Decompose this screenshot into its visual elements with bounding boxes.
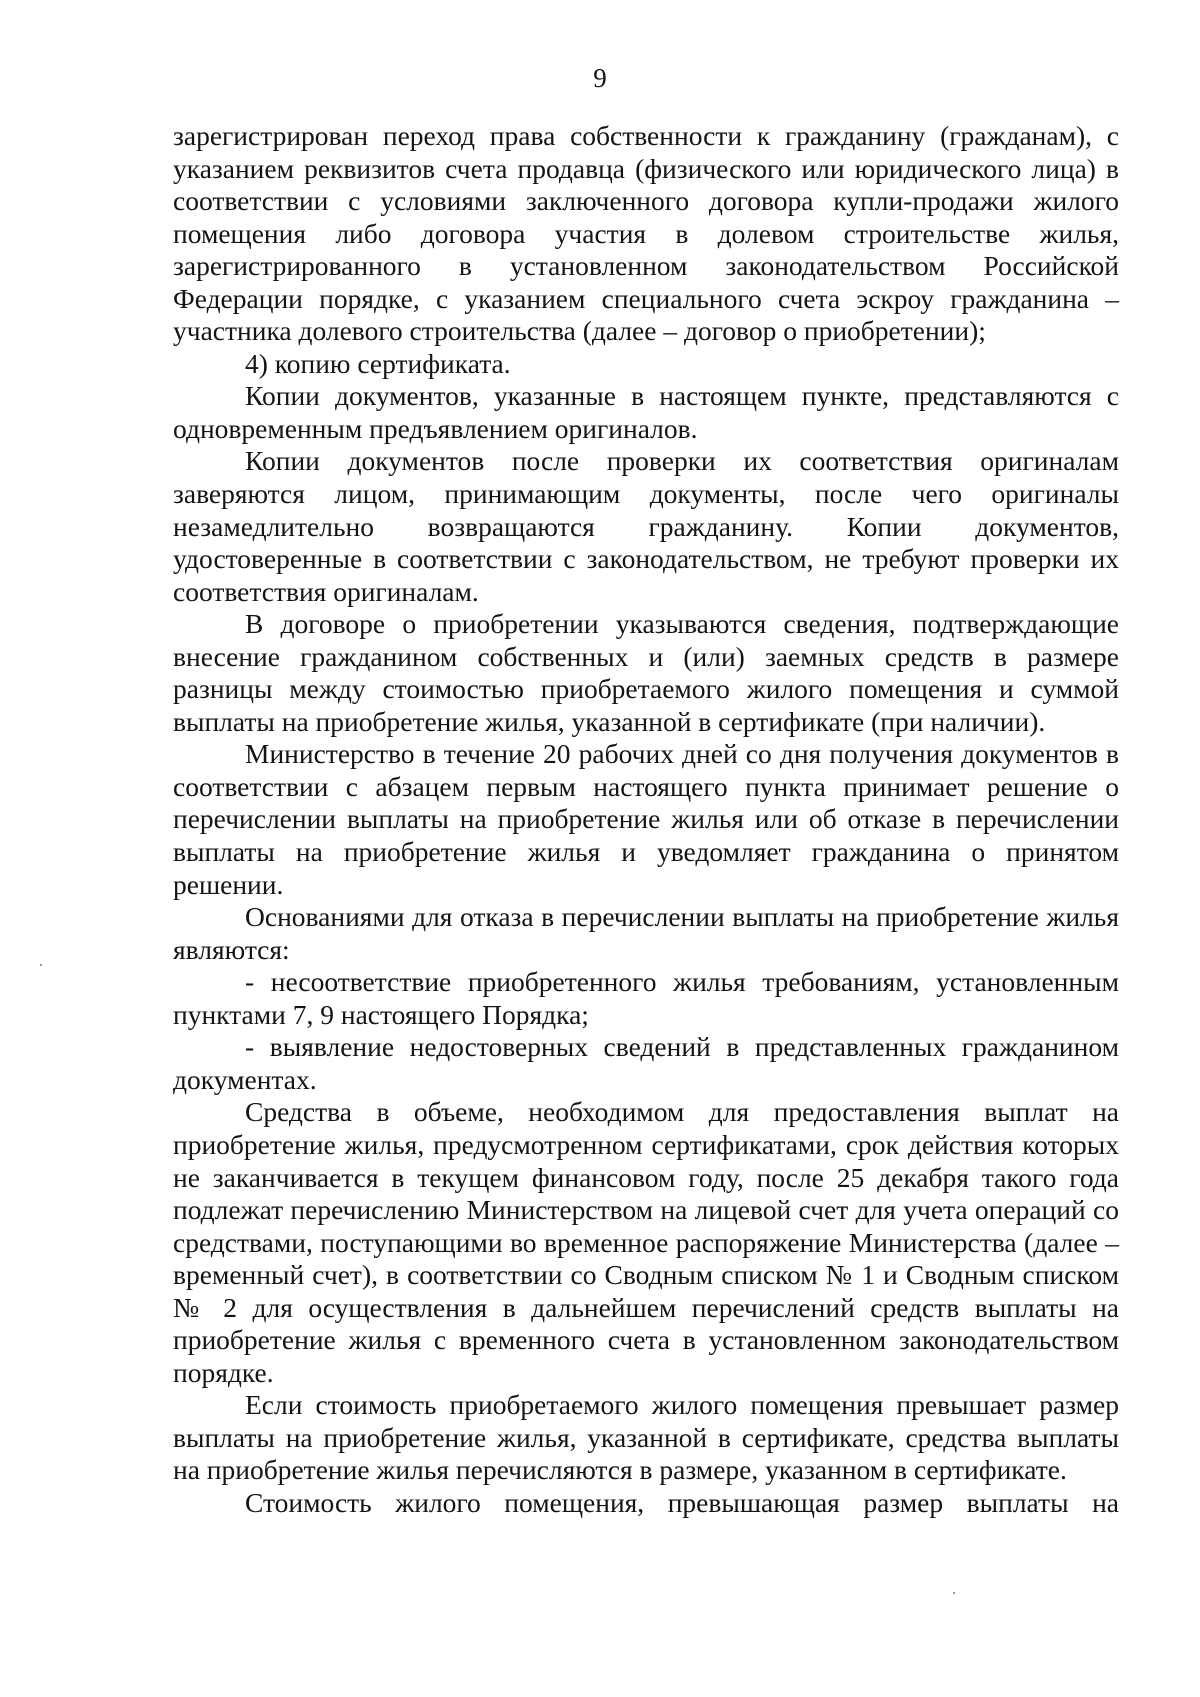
- scan-speck: [40, 964, 42, 966]
- paragraph-refusal-grounds: Основаниями для отказа в перечислении выплаты на приобретение жилья являются:: [173, 901, 1119, 965]
- paragraph-funds-transfer: Средства в объеме, необходимом для предоставления выплат на приобретение жилья, предусмотренном сертификатами, срок действия которых не заканчивается в текущем финансовом году, после 25 декабря такого года подлежат перечислению Министерством на лицевой счет для учета операций со средствами, поступающими во временное распоряжение Министерства (далее – временный счет), в соответствии со Сводным списком № 1 и Сводным списком № 2 для осуществления в дальнейшем перечислений средств выплаты на приобретение жилья с временного счета в установленном законодательством порядке.: [173, 1096, 1119, 1388]
- scan-speck: [953, 1592, 955, 1594]
- document-body: [173, 120, 1119, 1520]
- paragraph-ground-1: - несоответствие приобретенного жилья требованиям, установленным пунктами 7, 9 настоящего Порядка;: [173, 966, 1119, 1030]
- paragraph-cost-exceeds: Если стоимость приобретаемого жилого помещения превышает размер выплаты на приобретение жилья, указанной в сертификате, средства выплаты на приобретение жилья перечисляются в размере, указанном в сертификате.: [173, 1389, 1119, 1486]
- paragraph-ministry-decision: Министерство в течение 20 рабочих дней со дня получения документов в соответствии с абзацем первым настоящего пункта принимает решение о перечислении выплаты на приобретение жилья или об отказе в перечислении выплаты на приобретение жилья и уведомляет гражданина о принятом решении.: [173, 738, 1119, 900]
- paragraph-contract-info: В договоре о приобретении указываются сведения, подтверждающие внесение гражданином собственных и (или) заемных средств в размере разницы между стоимостью приобретаемого жилого помещения и суммой выплаты на приобретение жилья, указанной в сертификате (при наличии).: [173, 608, 1119, 737]
- paragraph-cost-remainder: Стоимость жилого помещения, превышающая размер выплаты на: [245, 1486, 1119, 1518]
- paragraph-continuation: зарегистрирован переход права собственности к гражданину (гражданам), с указанием реквизитов счета продавца (физического или юридического лица) в соответствии с условиями заключенного договора купли-продажи жилого помещения либо договора участия в долевом строительстве жилья, зарегистрированного в установленном законодательством Российской Федерации порядке, с указанием специального счета эскроу гражданина – участника долевого строительства (далее – договор о приобретении);: [173, 120, 1119, 347]
- paragraph-ground-2: - выявление недостоверных сведений в представленных гражданином документах.: [173, 1031, 1119, 1095]
- paragraph-copies-presented: Копии документов, указанные в настоящем пункте, представляются с одновременным предъявлением оригиналов.: [173, 380, 1119, 444]
- paragraph-item-4: 4) копию сертификата.: [245, 347, 511, 379]
- page-number: 9: [593, 63, 607, 93]
- paragraph-copies-certified: Копии документов после проверки их соответствия оригиналам заверяются лицом, принимающим документы, после чего оригиналы незамедлительно возвращаются гражданину. Копии документов, удостоверенные в соответствии с законодательством, не требуют проверки их соответствия оригиналам.: [173, 445, 1119, 607]
